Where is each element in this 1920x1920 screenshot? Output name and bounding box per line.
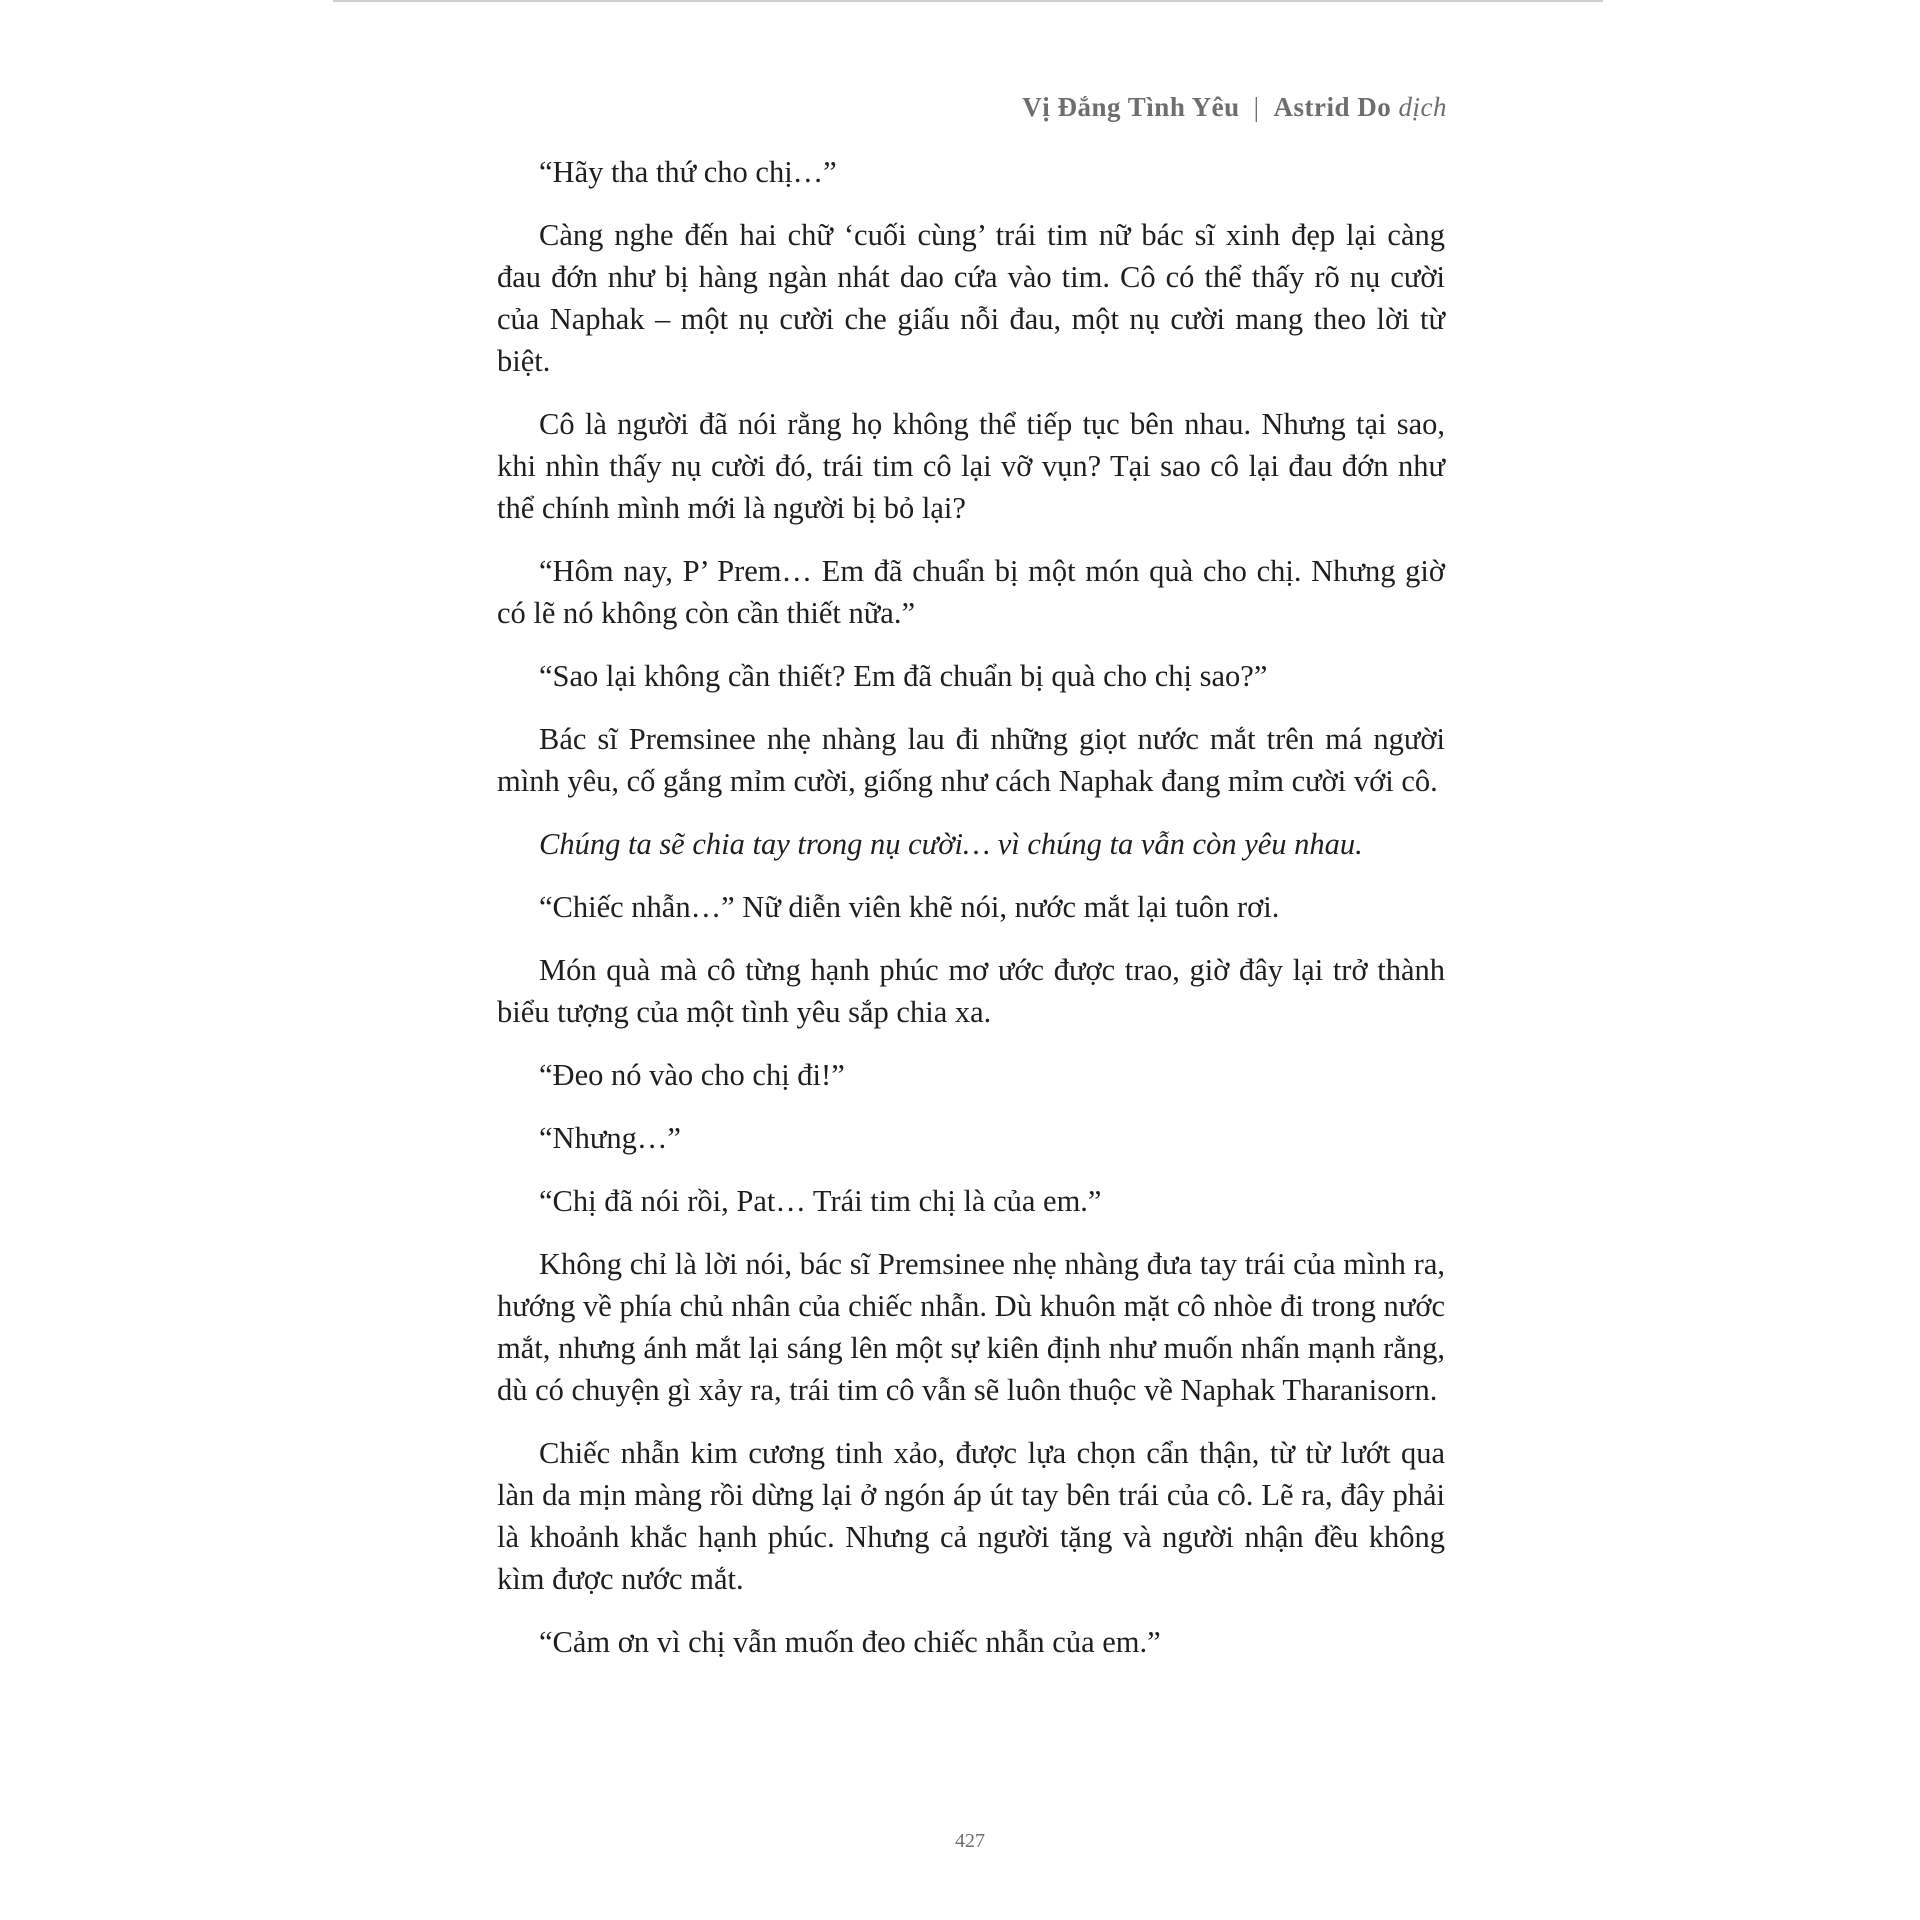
paragraph: “Hôm nay, P’ Prem… Em đã chuẩn bị một món quà cho chị. Nhưng giờ có lẽ nó không còn cần thiết nữa.”: [497, 554, 1445, 630]
paragraph: Chiếc nhẫn kim cương tinh xảo, được lựa chọn cẩn thận, từ từ lướt qua làn da mịn màng rồi dừng lại ở ngón áp út tay bên trái của cô. Lẽ ra, đây phải là khoảnh khắc hạnh phúc. Nhưng cả người tặng và người nhận đều không kìm được nước mắt.: [497, 1436, 1445, 1596]
paragraph: Bác sĩ Premsinee nhẹ nhàng lau đi những giọt nước mắt trên má người mình yêu, cố gắng mỉm cười, giống như cách Naphak đang mỉm cười với cô.: [497, 722, 1445, 798]
running-header: [1022, 92, 1447, 123]
paragraph: “Đeo nó vào cho chị đi!”: [539, 1058, 845, 1092]
header-separator: |: [1253, 92, 1260, 122]
paragraph: “Chị đã nói rồi, Pat… Trái tim chị là của em.”: [539, 1184, 1102, 1218]
top-rule: [333, 0, 1603, 2]
paragraph: “Hãy tha thứ cho chị…”: [539, 155, 837, 189]
book-title: Vị Đắng Tình Yêu: [1022, 92, 1240, 122]
paragraph: “Nhưng…”: [539, 1121, 681, 1155]
paragraph: “Sao lại không cần thiết? Em đã chuẩn bị quà cho chị sao?”: [539, 659, 1268, 693]
translator-role: dịch: [1398, 92, 1447, 122]
paragraph: Món quà mà cô từng hạnh phúc mơ ước được trao, giờ đây lại trở thành biểu tượng của một tình yêu sắp chia xa.: [497, 953, 1445, 1029]
paragraph: “Cảm ơn vì chị vẫn muốn đeo chiếc nhẫn của em.”: [539, 1625, 1161, 1659]
paragraph: Không chỉ là lời nói, bác sĩ Premsinee nhẹ nhàng đưa tay trái của mình ra, hướng về phía chủ nhân của chiếc nhẫn. Dù khuôn mặt cô nhòe đi trong nước mắt, nhưng ánh mắt lại sáng lên một sự kiên định như muốn nhấn mạnh rằng, dù có chuyện gì xảy ra, trái tim cô vẫn sẽ luôn thuộc về Naphak Tharanisorn.: [497, 1247, 1445, 1407]
body-text: [497, 151, 1445, 1684]
paragraph: Cô là người đã nói rằng họ không thể tiếp tục bên nhau. Nhưng tại sao, khi nhìn thấy nụ cười đó, trái tim cô lại vỡ vụn? Tại sao cô lại đau đớn như thể chính mình mới là người bị bỏ lại?: [497, 407, 1445, 525]
paragraph: Càng nghe đến hai chữ ‘cuối cùng’ trái tim nữ bác sĩ xinh đẹp lại càng đau đớn như bị hàng ngàn nhát dao cứa vào tim. Cô có thể thấy rõ nụ cười của Naphak – một nụ cười che giấu nỗi đau, một nụ cười mang theo lời từ biệt.: [497, 218, 1445, 378]
author-name: Astrid Do: [1273, 92, 1392, 122]
paragraph: “Chiếc nhẫn…” Nữ diễn viên khẽ nói, nước mắt lại tuôn rơi.: [539, 890, 1280, 924]
page-number: 427: [955, 1830, 985, 1852]
italic-thought: Chúng ta sẽ chia tay trong nụ cười… vì chúng ta vẫn còn yêu nhau.: [539, 827, 1363, 861]
